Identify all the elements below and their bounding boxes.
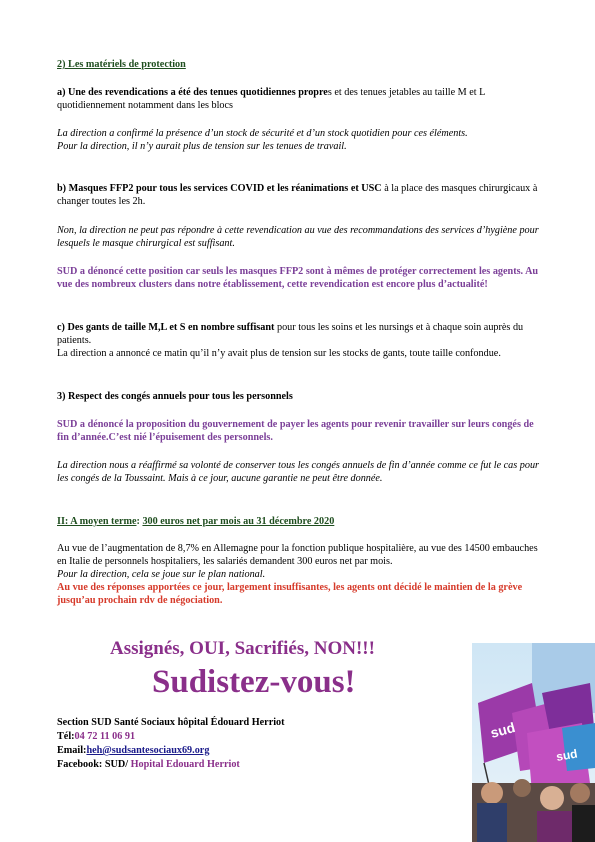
phone-number: 04 72 11 06 91 <box>74 731 136 742</box>
item-a <box>57 86 539 112</box>
contact-footer <box>57 716 285 772</box>
response-text: La direction a confirmé la présence d’un stock de sécurité et d’un stock quotidien pour ces éléments. <box>57 128 468 139</box>
leave-response <box>57 459 539 485</box>
item-a-detail: s et des tenues jetables au taille M et L quotidiennement notamment dans les blocs <box>57 87 486 111</box>
section-medium-term <box>57 515 539 528</box>
item-b-heading: b) Masques FFP2 pour tous les services COVID et les réanimations et USC <box>57 183 382 194</box>
item-c-text <box>57 321 539 347</box>
response-text: La direction nous a réaffirmé sa volonté de conserver tous les congés annuels de fin d’année comme ce fut le cas pour les congés de la Toussaint. Mais à ce jour, aucune garantie ne peut être donnée. <box>57 460 540 484</box>
item-a-text <box>57 86 539 112</box>
facebook-line <box>57 758 285 772</box>
email-link[interactable]: heh@sudsantesociaux69.org <box>86 745 210 756</box>
item-c-response: La direction a annoncé ce matin qu’il n’y avait plus de tension sur les stocks de gants, toute taille confondue. <box>57 348 501 359</box>
response-text: Non, la direction ne peut pas répondre à cette revendication au vue des recommandations des services d’hygiène pour lesquels le masque chirurgical est suffisant. <box>57 225 539 249</box>
facebook-page: Hopital Edouard Herriot <box>128 759 240 770</box>
facebook-label: Facebook: SUD/ <box>57 759 129 770</box>
section-title-b: 300 euros net par mois au 31 décembre 2020 <box>142 516 335 527</box>
response-text: Pour la direction, cela se joue sur le plan national. <box>57 569 266 580</box>
sud-statement-text: SUD a dénoncé cette position car seuls les masques FFP2 sont à mêmes de protéger correctement les agents. Au vue des nombreux clusters dans notre établissement, cette revendication est encore plus d’actualité! <box>57 266 539 290</box>
item-b <box>57 182 539 208</box>
section-title-a: II: A moyen terme <box>57 516 137 527</box>
item-c <box>57 321 539 360</box>
phone-line <box>57 730 285 744</box>
phone-label: Tél: <box>57 731 75 742</box>
slogan-line-1: Assignés, OUI, Sacrifiés, NON!!! <box>110 638 375 659</box>
leave-sud-statement <box>57 418 539 444</box>
protest-photo-image <box>472 643 595 842</box>
item-b-text <box>57 182 539 208</box>
section-name: Section SUD Santé Sociaux hôpital Édouard Herriot <box>57 717 285 728</box>
item-b-response <box>57 224 539 250</box>
section-title: 3) Respect des congés annuels pour tous les personnels <box>57 391 293 402</box>
sud-statement-text: SUD a dénoncé la proposition du gouvernement de payer les agents pour revenir travailler sur leurs congés de fin d’année.C’est nié l’épuisement des personnels. <box>57 419 534 443</box>
email-label: Email: <box>57 745 87 756</box>
body-text: Au vue de l’augmentation de 8,7% en Allemagne pour la fonction publique hospitalière, au vue des 14500 embauches en Italie de personnels hospitaliers, les salariés demandent 300 euros net par mois. <box>57 543 538 567</box>
flag-logo-text: sud <box>488 719 517 741</box>
email-line <box>57 744 285 758</box>
section-title: 2) Les matériels de protection <box>57 59 186 70</box>
section-leave <box>57 390 539 403</box>
item-c-detail: pour tous les soins et les nursings et à chaque soin auprès du patients. <box>57 322 524 346</box>
flag-shape <box>562 723 595 771</box>
flag-logo-text: sud <box>555 746 579 764</box>
item-a-heading: a) Une des revendications a été des tenues quotidiennes propre <box>57 87 328 98</box>
slogan-line-2: Sudistez-vous! <box>152 664 356 700</box>
response-text: Pour la direction, il n’y aurait plus de tension sur les tenues de travail. <box>57 141 347 152</box>
item-b-detail: à la place des masques chirurgicaux à changer toutes les 2h. <box>57 183 538 207</box>
section-title <box>57 515 539 528</box>
item-b-sud-statement <box>57 265 539 291</box>
protest-photo <box>472 643 595 842</box>
section-title-sep: : <box>136 516 143 527</box>
section-materials <box>57 58 539 71</box>
item-c-heading: c) Des gants de taille M,L et S en nombre suffisant <box>57 322 275 333</box>
strike-announcement: Au vue des réponses apportées ce jour, largement insuffisantes, les agents ont décidé le maintien de la grève jusqu’au prochain rdv de négociation. <box>57 582 523 606</box>
item-a-response <box>57 127 539 153</box>
medium-term-body <box>57 542 539 607</box>
